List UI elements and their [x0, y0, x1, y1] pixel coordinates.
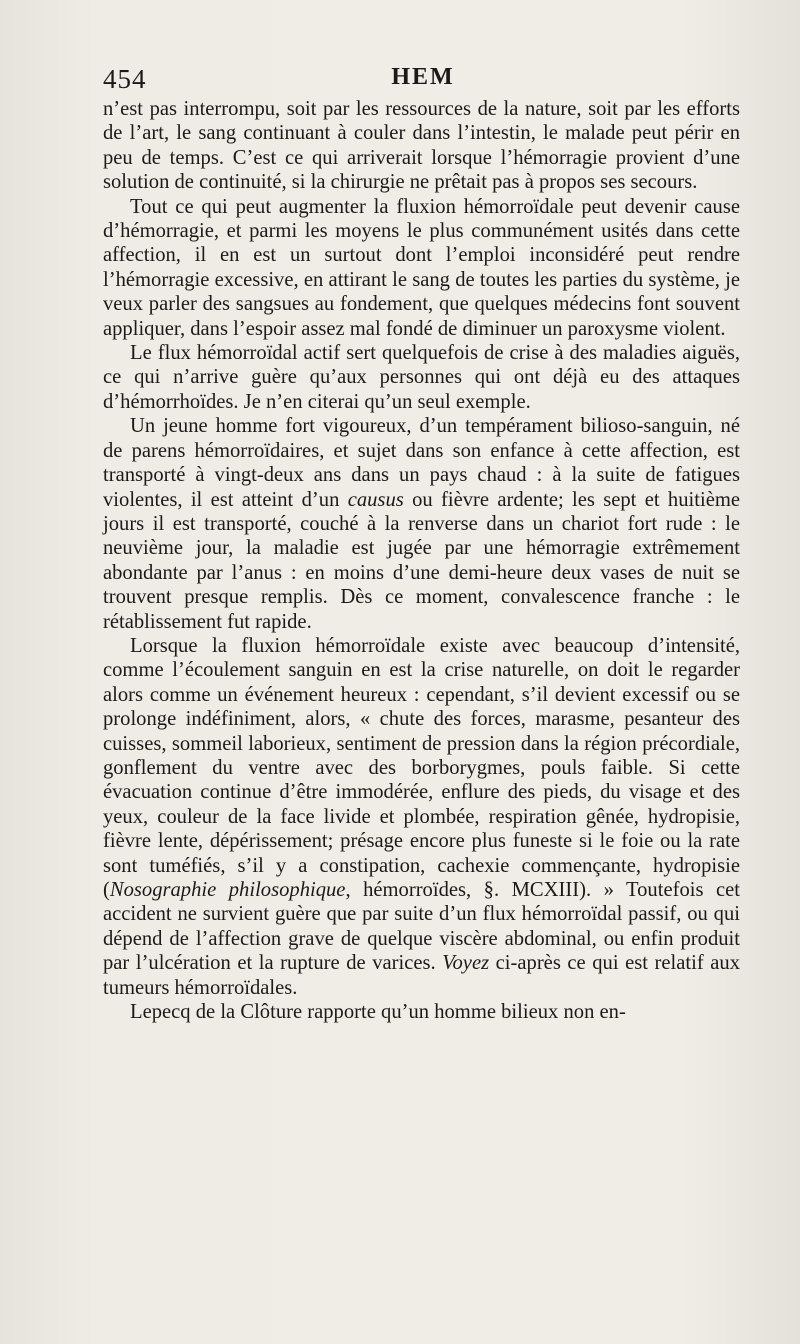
- paragraph-5-text-c: ci-après ce qui est relatif aux tumeurs hémorroïdales.: [103, 952, 740, 999]
- paragraph-1: n’est pas interrompu, soit par les ressources de la nature, soit par les efforts de l’art, le sang continuant à couler dans l’intestin, le malade peut périr en peu de temps. C’est ce qui arriverait lorsque l’hémorragie provient d’une solution de continuité, si la chirurgie ne prêtait pas à propos ses secours.: [103, 98, 740, 194]
- page-header: [103, 64, 743, 94]
- paragraph-5-text-a: Lorsque la fluxion hémorroïdale existe avec beaucoup d’intensité, comme l’écoulement sanguin en est la crise naturelle, on doit le regarder alors comme un événement heureux : cependant, s’il devient excessif ou se prolonge indéfiniment, alors, « chute des forces, marasme, pesanteur des cuisses, sommeil laborieux, sentiment de pression dans la région précordiale, gonflement du ventre avec des borborygmes, pouls faible. Si cette évacuation continue d’être immodérée, enflure des pieds, du visage et des yeux, couleur de la face livide et plombée, respiration gênée, hydropisie, fièvre lente, dépérissement; présage encore plus funeste si le foie ou la rate sont tuméfiés, s’il y a constipation, cachexie commençante, hydropisie (: [103, 634, 740, 901]
- paragraph-5-text-b: , hémorroïdes, §. MCXIII). » Toutefois cet accident ne survient guère que par suite d’un flux hémorroïdal passif, ou qui dépend de l’affection grave de quelque viscère abdominal, ou enfin produit par l’ulcération et la rupture de varices.: [103, 879, 740, 975]
- paragraph-5-italic-title: Nosographie philosophique: [109, 879, 346, 901]
- paragraph-4-text-a: Un jeune homme fort vigoureux, d’un tempérament bilioso-sanguin, né de parens hémorroïdaires, et sujet dans son enfance à cette affection, est transporté à vingt-deux ans dans un pays chaud : à la suite de fatigues violentes, il est atteint d’un: [103, 415, 740, 511]
- paragraph-5-italic-voyez: Voyez: [442, 952, 490, 975]
- running-head: HEM: [391, 64, 455, 90]
- paragraph-4-italic: causus: [347, 488, 404, 511]
- paragraph-3: Le flux hémorroïdal actif sert quelquefois de crise à des maladies aiguës, ce qui n’arrive guère qu’aux personnes qui ont déjà eu des attaques d’hémorrhoïdes. Je n’en citerai qu’un seul exemple.: [103, 342, 740, 413]
- paragraph-4: [103, 414, 740, 634]
- page-number: 454: [103, 64, 147, 94]
- body-text: [103, 97, 740, 1024]
- paragraph-2: Tout ce qui peut augmenter la fluxion hémorroïdale peut devenir cause d’hémorragie, et parmi les moyens le plus communément usités dans cette affection, il en est un surtout dont l’emploi inconsidéré peut rendre l’hémorragie excessive, en attirant le sang de toutes les parties du système, je veux parler des sangsues au fondement, que quelques médecins font souvent appliquer, dans l’espoir assez mal fondé de diminuer un paroxysme violent.: [103, 195, 740, 340]
- paragraph-6: Lepecq de la Clôture rapporte qu’un homme bilieux non en-: [130, 1001, 626, 1024]
- paragraph-5: [103, 634, 740, 1000]
- paragraph-4-text-b: ou fièvre ardente; les sept et huitième jours il est transporté, couché à la renverse dans un chariot fort rude : le neuvième jour, la maladie est jugée par une hémorragie extrêmement abondante par l’anus : en moins d’une demi-heure deux vases de nuit se trouvent presque remplis. Dès ce moment, convalescence franche : le rétablissement fut rapide.: [103, 488, 740, 633]
